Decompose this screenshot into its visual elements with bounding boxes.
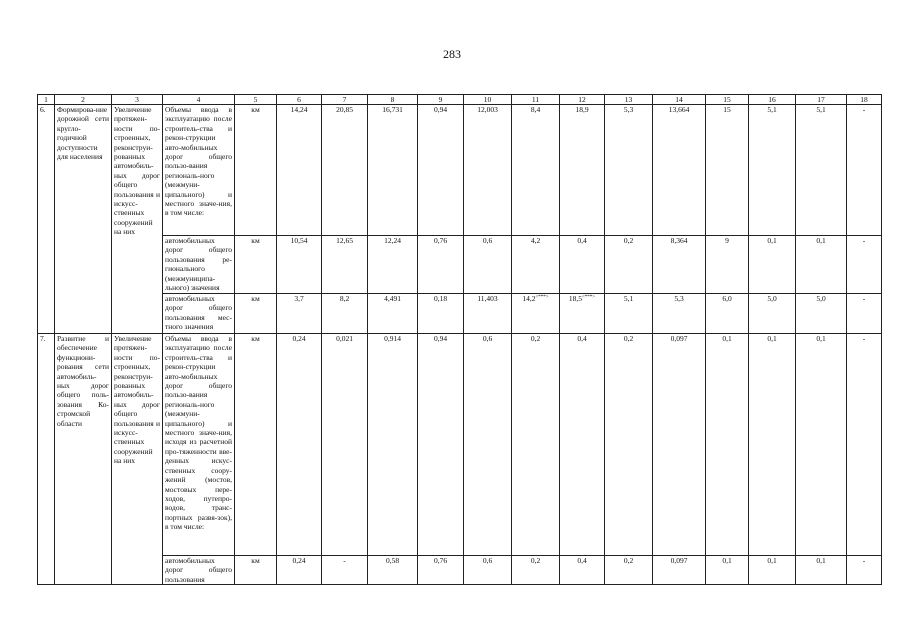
indicator-name: Увеличение протяжен-ности по-строенных, реконструи-рованных автомобиль-ных дорог общего пользования и искусс-ственных сооружений на них (112, 105, 163, 334)
value-cell: 14,24 (277, 105, 322, 236)
value-cell: 18,9 (560, 105, 605, 236)
table-row (38, 556, 882, 585)
value-text: 14,2 (522, 294, 536, 303)
value-cell: 0,914 (368, 334, 418, 556)
measure-description: Объемы ввода в эксплуатацию после строитель-ства и рекон-струкции авто-мобильных дорог общего пользо-вания региональ-ного (межмуни-ципального) и местного значе-ния, в том числе: (163, 105, 235, 236)
header-row (38, 95, 882, 105)
header-cell: 13 (605, 95, 653, 105)
value-cell: 16,731 (368, 105, 418, 236)
value-cell: 3,7 (277, 294, 322, 334)
measure-description: автомобильных дорог общего пользования (163, 556, 235, 585)
value-cell: 0,6 (464, 334, 512, 556)
value-cell: 0,18 (418, 294, 464, 334)
value-cell: 0,1 (796, 236, 847, 294)
value-cell: - (847, 105, 882, 236)
header-cell: 14 (653, 95, 706, 105)
header-cell: 15 (706, 95, 749, 105)
value-cell: 0,1 (706, 334, 749, 556)
value-cell: 0,097 (653, 334, 706, 556)
header-cell: 4 (163, 95, 235, 105)
value-cell (560, 294, 605, 334)
value-cell: 8,4 (512, 105, 560, 236)
table-row (38, 334, 882, 556)
value-cell: 0,4 (560, 556, 605, 585)
value-cell: 5,1 (749, 105, 796, 236)
value-cell: - (847, 294, 882, 334)
value-cell (512, 294, 560, 334)
value-cell: 0,1 (796, 556, 847, 585)
value-cell: 0,2 (512, 556, 560, 585)
value-cell: 0,76 (418, 236, 464, 294)
header-cell: 17 (796, 95, 847, 105)
value-cell: 0,1 (749, 236, 796, 294)
header-cell: 18 (847, 95, 882, 105)
value-cell: 0,1 (749, 334, 796, 556)
unit: км (235, 105, 277, 236)
value-cell: 0,1 (706, 556, 749, 585)
table-row (38, 236, 882, 294)
value-cell: 5,3 (605, 105, 653, 236)
header-cell: 7 (322, 95, 368, 105)
unit: км (235, 334, 277, 556)
measure-description: автомобильных дорог общего пользования ре-гионального (межмуниципа-льного) значения (163, 236, 235, 294)
value-cell: 0,6 (464, 236, 512, 294)
table-row (38, 294, 882, 334)
indicator-name: Увеличение протяжен-ности по-строенных, реконструи-рованных автомобиль-ных дорог общего пользования и искусс-ственных сооружений на них (112, 334, 163, 585)
value-cell: 10,54 (277, 236, 322, 294)
value-cell: 12,24 (368, 236, 418, 294)
value-cell: 0,2 (605, 236, 653, 294)
data-table (37, 94, 882, 585)
unit: км (235, 294, 277, 334)
header-cell: 8 (368, 95, 418, 105)
header-cell: 5 (235, 95, 277, 105)
value-cell: 0,1 (796, 334, 847, 556)
value-cell: 0,4 (560, 334, 605, 556)
row-number: 6. (38, 105, 55, 334)
value-cell: 0,6 (464, 556, 512, 585)
header-cell: 16 (749, 95, 796, 105)
value-cell: 6,0 (706, 294, 749, 334)
header-cell: 1 (38, 95, 55, 105)
value-cell: 5,1 (796, 105, 847, 236)
value-cell: 0,24 (277, 556, 322, 585)
unit: км (235, 236, 277, 294)
value-cell: 4,491 (368, 294, 418, 334)
value-cell: - (847, 236, 882, 294)
value-cell: 4,2 (512, 236, 560, 294)
measure-description: автомобильных дорог общего пользования мес-тного значения (163, 294, 235, 334)
value-cell: 5,3 (653, 294, 706, 334)
value-cell: 12,003 (464, 105, 512, 236)
value-cell: - (322, 556, 368, 585)
footnote-mark: <***> (535, 295, 549, 300)
value-cell: 0,021 (322, 334, 368, 556)
value-cell: 5,0 (796, 294, 847, 334)
header-cell: 3 (112, 95, 163, 105)
value-cell: 8,2 (322, 294, 368, 334)
value-cell: 0,2 (512, 334, 560, 556)
unit: км (235, 556, 277, 585)
task-name: Развитие и обеспечение функциони-рования сети автомобиль-ных дорог общего поль-зования Ко-стромской области (55, 334, 112, 585)
value-cell: 13,664 (653, 105, 706, 236)
value-cell: 0,2 (605, 334, 653, 556)
header-cell: 11 (512, 95, 560, 105)
header-cell: 6 (277, 95, 322, 105)
value-cell: 0,4 (560, 236, 605, 294)
value-cell: 5,0 (749, 294, 796, 334)
header-cell: 9 (418, 95, 464, 105)
value-cell: 0,1 (749, 556, 796, 585)
header-cell: 10 (464, 95, 512, 105)
value-cell: 0,94 (418, 334, 464, 556)
measure-description: Объемы ввода в эксплуатацию после строитель-ства и рекон-струкции авто-мобильных дорог общего пользо-вания региональ-ного (межмуни-ципального) и местного значе-ния, исходя из расчетной про-тяженности вве-денных искус-ственных соору-жений (мостов, мостовых пере-ходов, путепро-водов, транс-портных развя-зок), в том числе: (163, 334, 235, 556)
value-cell: 5,1 (605, 294, 653, 334)
value-cell: - (847, 556, 882, 585)
row-number: 7. (38, 334, 55, 585)
value-cell: 0,097 (653, 556, 706, 585)
value-cell: - (847, 334, 882, 556)
value-cell: 0,24 (277, 334, 322, 556)
header-cell: 12 (560, 95, 605, 105)
value-cell: 0,2 (605, 556, 653, 585)
value-cell: 0,58 (368, 556, 418, 585)
value-cell: 0,76 (418, 556, 464, 585)
value-cell: 20,85 (322, 105, 368, 236)
value-cell: 9 (706, 236, 749, 294)
task-name: Формирова-ние дорожной сети кругло-годичной доступности для населения (55, 105, 112, 334)
footnote-mark: <***> (581, 295, 596, 300)
value-text: 18,5 (568, 294, 582, 303)
value-cell: 8,364 (653, 236, 706, 294)
value-cell: 12,65 (322, 236, 368, 294)
page-number: 283 (443, 47, 461, 61)
value-cell: 0,94 (418, 105, 464, 236)
value-cell: 15 (706, 105, 749, 236)
value-cell: 11,403 (464, 294, 512, 334)
header-cell: 2 (55, 95, 112, 105)
table-row (38, 105, 882, 236)
